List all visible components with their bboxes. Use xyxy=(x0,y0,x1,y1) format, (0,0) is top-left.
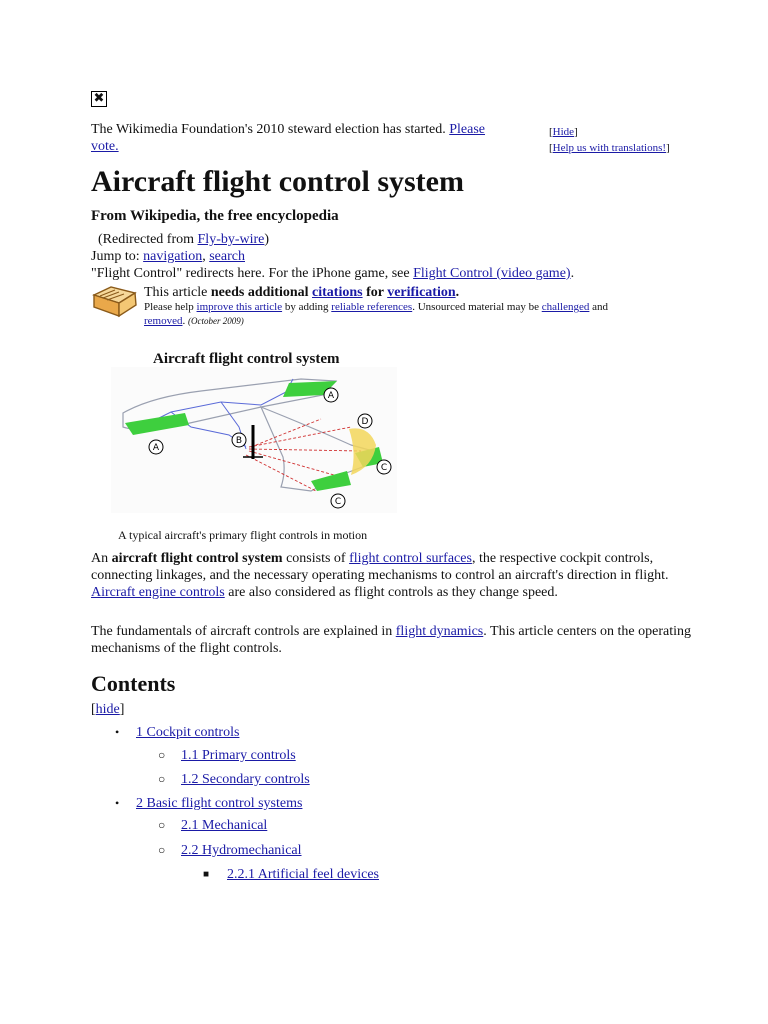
notice-links: [Hide] [Help us with translations!] xyxy=(549,126,670,154)
flight-control-diagram xyxy=(111,367,397,513)
flight-dynamics-link[interactable]: flight dynamics xyxy=(395,624,484,639)
redirected-notice: (Redirected from Fly-by-wire) xyxy=(98,232,270,247)
toc-bullet: • xyxy=(115,796,120,810)
toc-bullet: ○ xyxy=(158,748,166,762)
infobox-title: Aircraft flight control system xyxy=(153,351,340,367)
removed-link[interactable]: removed xyxy=(144,315,183,327)
toc-item[interactable]: 1.1 Primary controls xyxy=(181,748,296,763)
jump-to: Jump to: navigation, search xyxy=(91,249,245,264)
site-notice xyxy=(91,121,531,155)
close-notice-icon[interactable]: ✖ xyxy=(91,91,107,107)
toc-item[interactable]: 1 Cockpit controls xyxy=(136,725,240,740)
contents-heading: Contents xyxy=(91,671,176,696)
reliable-references-link[interactable]: reliable references xyxy=(331,301,413,313)
improve-article-link[interactable]: improve this article xyxy=(196,301,283,313)
translations-link[interactable]: Help us with translations! xyxy=(552,142,667,154)
site-subtitle: From Wikipedia, the free encyclopedia xyxy=(91,208,339,224)
fundamentals-paragraph: The fundamentals of aircraft controls are explained in flight dynamics. This article centers on the operating mechanisms of the flight controls. xyxy=(91,624,691,656)
label-d: D xyxy=(361,417,369,427)
toc-item[interactable]: 2 Basic flight control systems xyxy=(136,796,303,811)
jump-navigation-link[interactable]: navigation xyxy=(143,249,203,264)
toc-item[interactable]: 2.1 Mechanical xyxy=(181,818,268,833)
image-caption: A typical aircraft's primary flight controls in motion xyxy=(118,528,368,542)
intro-paragraph: An aircraft flight control system consists of flight control surfaces, the respective cockpit controls, connecting linkages, and the necessary operating mechanisms to control an aircraft's direction in flight. Aircraft engine controls are also considered as flight controls as they change speed. xyxy=(91,551,669,600)
site-notice-text: The Wikimedia Foundation's 2010 steward election has started. xyxy=(91,122,446,137)
toc-bullet: ○ xyxy=(158,772,166,786)
challenged-link[interactable]: challenged xyxy=(541,301,590,313)
hatnote: "Flight Control" redirects here. For the iPhone game, see Flight Control (video game). xyxy=(91,266,575,281)
book-icon xyxy=(91,283,139,321)
toc-bullet: ○ xyxy=(158,818,166,832)
toc-bullet: ○ xyxy=(158,843,166,857)
toc-bullet: ■ xyxy=(203,869,210,880)
ambox-title: This article needs additional citations for verification. xyxy=(144,285,460,300)
fly-by-wire-link[interactable]: Fly-by-wire xyxy=(197,232,265,247)
label-a-left: A xyxy=(152,443,160,453)
label-c-bottom: C xyxy=(334,497,342,507)
hide-notice-link[interactable]: Hide xyxy=(552,126,575,138)
label-c-right: C xyxy=(380,463,388,473)
label-b: B xyxy=(235,436,243,446)
toc-item[interactable]: 1.2 Secondary controls xyxy=(181,772,310,787)
aircraft-engine-controls-link[interactable]: Aircraft engine controls xyxy=(91,585,225,600)
jump-search-link[interactable]: search xyxy=(209,249,245,264)
toc-bullet: • xyxy=(115,725,120,739)
flight-control-game-link[interactable]: Flight Control (video game) xyxy=(413,266,571,281)
contents-toggle: [hide] xyxy=(91,702,125,717)
label-a-right: A xyxy=(327,391,335,401)
toc-item[interactable]: 2.2 Hydromechanical xyxy=(181,843,302,858)
ambox-body: Please help improve this article by adding reliable references. Unsourced material may be challenged and removed. (October 2009) xyxy=(144,301,609,327)
ambox-date: (October 2009) xyxy=(187,316,244,326)
citations-link[interactable]: citations xyxy=(312,285,363,300)
page-title: Aircraft flight control system xyxy=(91,165,464,198)
toc-hide-link[interactable]: hide xyxy=(95,702,120,717)
flight-control-surfaces-link[interactable]: flight control surfaces xyxy=(349,551,472,566)
toc-item[interactable]: 2.2.1 Artificial feel devices xyxy=(227,867,379,882)
vote-link[interactable]: Please vote. xyxy=(91,122,485,154)
verification-link[interactable]: verification xyxy=(387,285,456,300)
